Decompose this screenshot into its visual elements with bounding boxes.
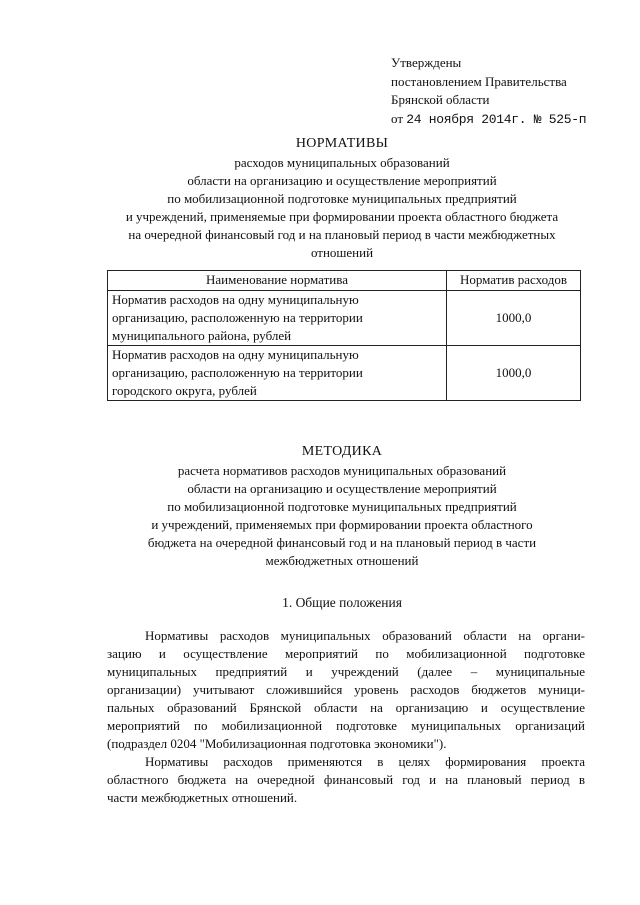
normatives-subtitle-line: и учреждений, применяемые при формировании проекта областного бюджета: [125, 209, 559, 224]
normatives-subtitle-line: расходов муниципальных образований: [234, 155, 450, 170]
normative-name-line: муниципального района, рублей: [112, 328, 292, 343]
normative-name-line: Норматив расходов на одну муниципальную: [112, 347, 359, 362]
paragraph-line: организации) учитывают сложившийся уровень расходов бюджетов муници-: [107, 682, 585, 697]
normative-value-cell: 1000,0: [447, 346, 581, 401]
paragraph-line: Нормативы расходов муниципальных образований области на органи-: [145, 628, 585, 643]
paragraph-line: областного бюджета на очередной финансовый год и на плановый период в: [107, 772, 585, 787]
section-heading: 1. Общие положения: [282, 595, 402, 610]
paragraph-line: Нормативы расходов применяются в целях формирования проекта: [145, 754, 585, 769]
column-header-name: Наименование норматива: [108, 271, 447, 291]
normative-value-cell: 1000,0: [447, 291, 581, 346]
methodology-subtitle-line: межбюджетных отношений: [265, 553, 419, 568]
section-paragraph: [107, 753, 585, 807]
normatives-subtitle-line: по мобилизационной подготовке муниципальных предприятий: [167, 191, 517, 206]
normative-name-line: организацию, расположенную на территории: [112, 310, 363, 325]
normative-name-line: организацию, расположенную на территории: [112, 365, 363, 380]
approval-date-number: 24 ноября 2014г. № 525-п: [406, 111, 587, 127]
normative-name-cell: [108, 291, 447, 346]
paragraph-line: пальных образований Брянской области на организацию и осуществление: [107, 700, 585, 715]
approval-date-line: [391, 110, 586, 130]
paragraph-line: зацию и осуществление мероприятий по мобилизационной подготовке: [107, 646, 585, 661]
table-header-row: [108, 271, 581, 291]
paragraph-line: части межбюджетных отношений.: [107, 790, 298, 805]
table-row: [108, 346, 581, 401]
methodology-subtitle-line: и учреждений, применяемых при формировании проекта областного: [151, 517, 533, 532]
methodology-subtitle-line: по мобилизационной подготовке муниципальных предприятий: [167, 499, 517, 514]
normative-name-cell: [108, 346, 447, 401]
approval-block: [391, 54, 586, 129]
normatives-subtitle-line: на очередной финансовый год и на плановый период в части межбюджетных: [128, 227, 556, 242]
approval-line-region: Брянской области: [391, 92, 490, 107]
methodology-subtitle-line: области на организацию и осуществление мероприятий: [187, 481, 497, 496]
methodology-subtitle: [100, 462, 584, 570]
table-row: [108, 291, 581, 346]
normatives-subtitle-line: отношений: [310, 245, 374, 260]
normative-name-line: Норматив расходов на одну муниципальную: [112, 292, 359, 307]
paragraph-line: муниципальных предприятий и учреждений (далее – муниципальные: [107, 664, 585, 679]
approval-date-prefix: от: [391, 110, 404, 126]
approval-line-approved: Утверждены: [391, 55, 462, 70]
section-paragraph: [107, 627, 585, 753]
normatives-subtitle: [100, 154, 584, 262]
normatives-title: НОРМАТИВЫ: [295, 136, 389, 151]
paragraph-line: (подраздел 0204 "Мобилизационная подготовка экономики").: [107, 736, 447, 751]
paragraph-line: мероприятий по мобилизационной подготовке муниципальных организаций: [107, 718, 585, 733]
normatives-subtitle-line: области на организацию и осуществление мероприятий: [187, 173, 497, 188]
normative-name-line: городского округа, рублей: [112, 383, 257, 398]
normatives-table: [107, 270, 581, 401]
methodology-subtitle-line: расчета нормативов расходов муниципальных образований: [177, 463, 507, 478]
methodology-title: МЕТОДИКА: [301, 444, 383, 459]
approval-line-resolution: постановлением Правительства: [391, 73, 567, 89]
methodology-subtitle-line: бюджета на очередной финансовый год и на плановый период в части: [147, 535, 537, 550]
column-header-value: Норматив расходов: [447, 271, 581, 291]
